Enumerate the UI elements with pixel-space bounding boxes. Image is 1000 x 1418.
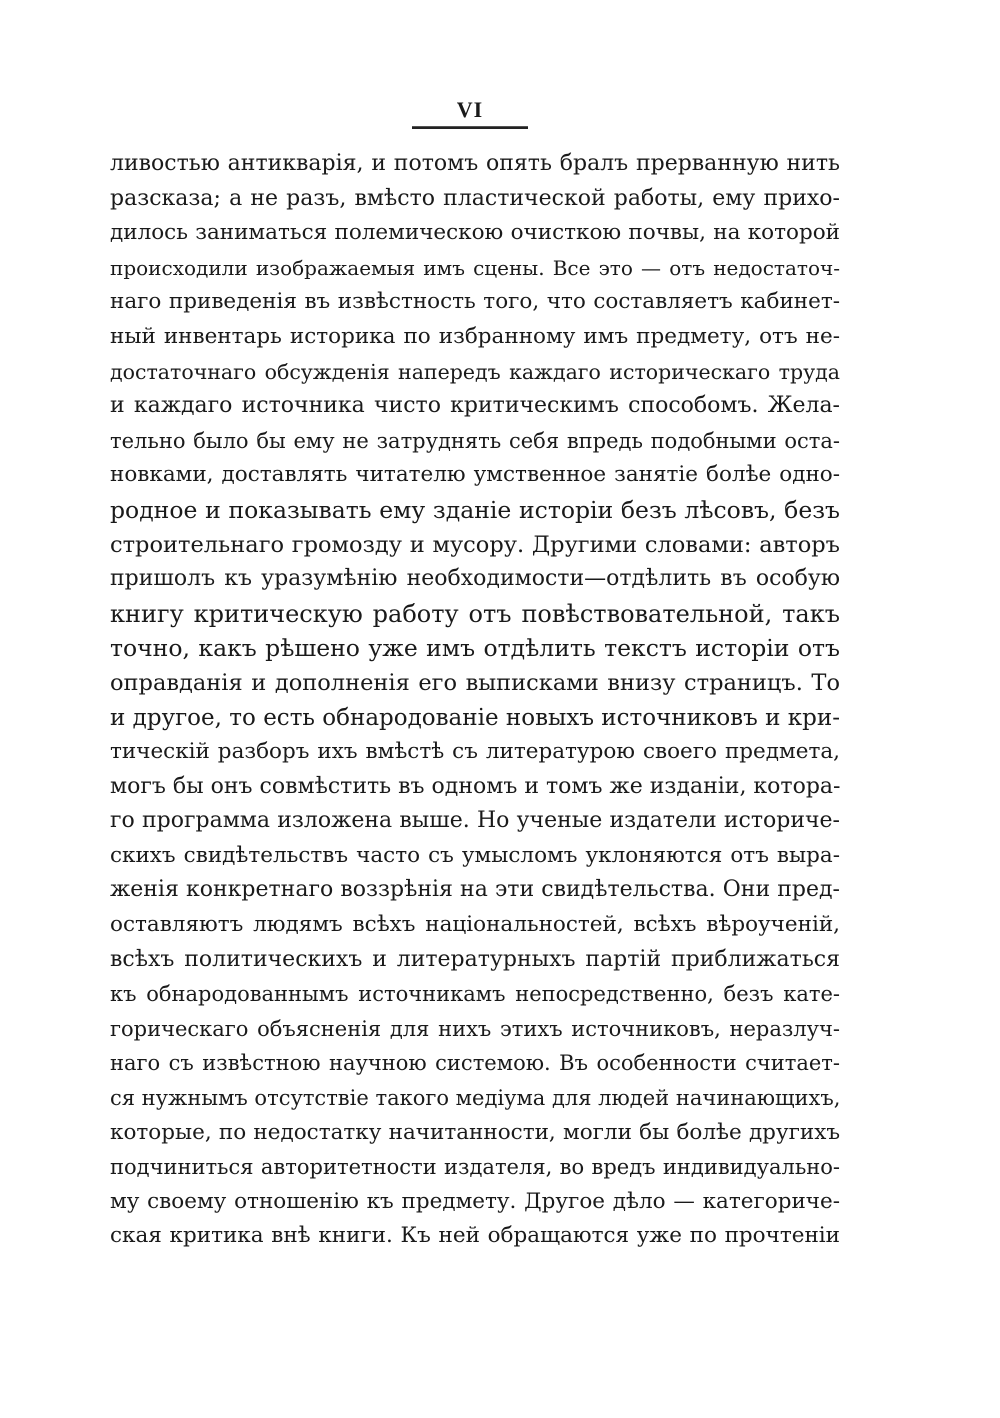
text-line: му своему отношенію къ предмету. Другое дѣло — категориче- <box>110 1188 840 1214</box>
text-line: могъ бы онъ совмѣстить въ одномъ и томъ же изданіи, которa- <box>110 773 840 799</box>
text-line: оставляютъ людямъ всѣхъ національностей, всѣхъ вѣроученій, <box>110 912 840 938</box>
page-header <box>410 96 530 129</box>
body-text <box>110 147 840 1254</box>
text-line: ливостью антикварія, и потомъ опять бралъ прерванную нить <box>110 151 840 176</box>
text-line: книгу критическую работу отъ повѣствовательной, такъ <box>110 599 840 628</box>
text-line: оправданія и дополненія его выписками внизу страницъ. То <box>110 669 840 696</box>
text-line: подчиниться авторитетности издателя, во вредъ индивидуально- <box>110 1155 840 1180</box>
text-line: точно, какъ рѣшено уже имъ отдѣлить текстъ исторіи отъ <box>110 634 840 663</box>
text-line: ный инвентарь историка по избранному имъ предмету, отъ не- <box>110 323 840 349</box>
text-line: го программа изложена выше. Но ученые издатели историче- <box>110 808 840 834</box>
header-rule <box>412 126 528 129</box>
text-line: новками, доставлять читателю умственное занятіе болѣе одно- <box>110 462 840 488</box>
text-line: и каждаго источника чисто критическимъ способомъ. Жела- <box>110 393 840 419</box>
text-line: къ обнародованнымъ источникамъ непосредственно, безъ кате- <box>110 982 840 1007</box>
text-line: наго съ извѣстною научною системою. Въ особенности считает- <box>110 1051 840 1076</box>
text-line: женія конкретнаго воззрѣнія на эти свидѣтельства. Они пред- <box>110 877 840 903</box>
text-line: ская критика внѣ книги. Къ ней обращаются уже по прочтеніи <box>110 1223 840 1249</box>
text-line: наго приведенія въ извѣстность того, что составляетъ кабинет- <box>110 289 840 315</box>
text-line: которые, по недостатку начитанности, могли бы болѣе другихъ <box>110 1119 840 1145</box>
text-line: разсказа; а не разъ, вмѣсто пластической работы, ему прихо- <box>110 185 840 211</box>
text-line: тическій разборъ ихъ вмѣстѣ съ литературою своего предмета, <box>110 739 840 765</box>
text-line: родное и показывать ему зданіе исторіи безъ лѣсовъ, безъ <box>110 495 840 524</box>
text-line: ся нужнымъ отсутствіе такого медіума для людей начинающихъ, <box>110 1086 840 1111</box>
text-line: дилось заниматься полемическою очисткою почвы, на которой <box>110 220 840 246</box>
text-line: строительнаго громозду и мусору. Другими словами: авторъ <box>110 531 840 558</box>
text-line: всѣхъ политическихъ и литературныхъ партій приближаться <box>110 946 840 972</box>
text-line: достаточнаго обсужденія напередъ каждаго историческаго труда <box>110 359 840 384</box>
text-line: пришолъ къ уразумѣнію необходимости—отдѣлить въ особую <box>110 566 840 592</box>
text-line: происходили изображаемыя имъ сцены. Все это — отъ недостаточ- <box>110 255 840 280</box>
text-line: скихъ свидѣтельствъ часто съ умысломъ уклоняются отъ выра- <box>110 842 840 868</box>
text-line: горическаго объясненія для нихъ этихъ источниковъ, неразлуч- <box>110 1016 840 1041</box>
text-line: и другое, то есть обнародованіе новыхъ источниковъ и кри- <box>110 704 840 731</box>
page-number: VI <box>456 97 484 122</box>
text-line: тельно было бы ему не затруднять себя впредь подобными оста- <box>110 428 840 453</box>
